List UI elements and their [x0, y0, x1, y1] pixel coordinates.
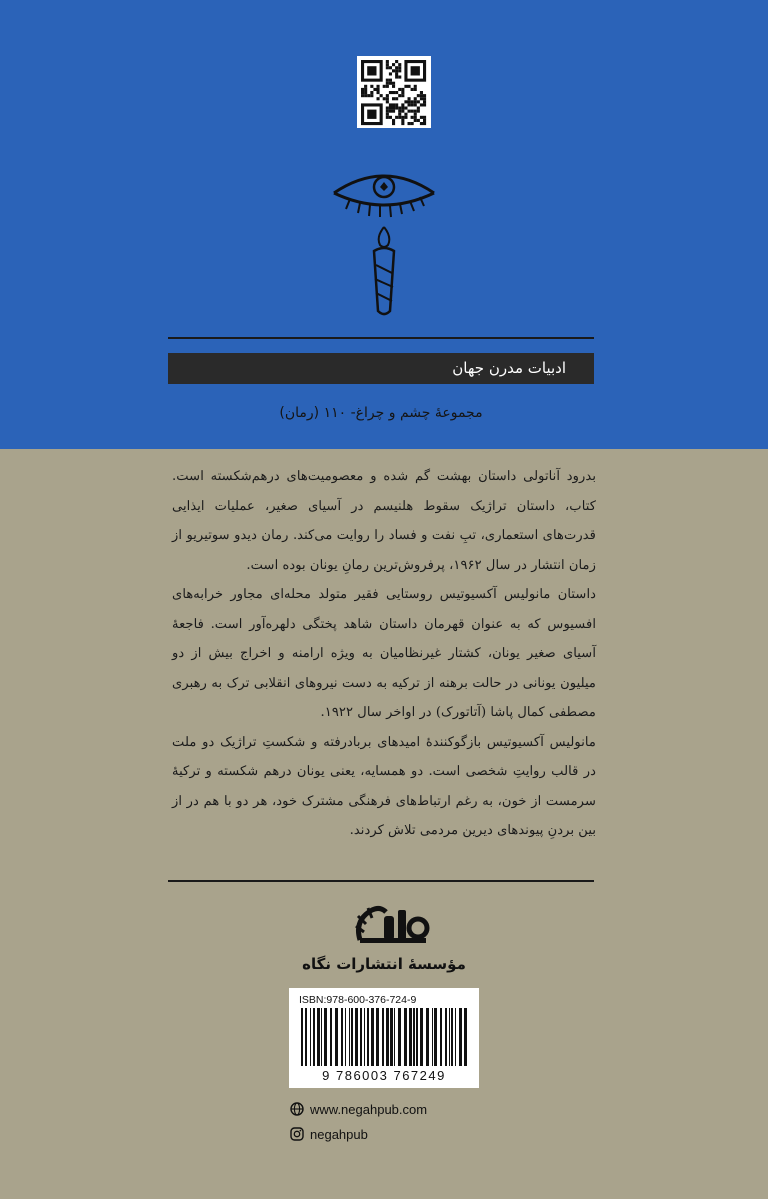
- barcode-bar: [355, 1008, 358, 1066]
- qr-module: [395, 76, 398, 79]
- qr-module: [401, 88, 404, 91]
- qr-module: [411, 100, 414, 103]
- barcode-box: [289, 988, 479, 1088]
- qr-module: [417, 110, 420, 113]
- qr-module: [414, 97, 417, 100]
- collection-label: مجموعهٔ چشم و چراغ- ۱۱۰ (رمان): [279, 405, 483, 421]
- qr-module: [386, 63, 389, 66]
- publisher-logo: [350, 902, 432, 948]
- barcode-bar: [341, 1008, 343, 1066]
- barcode-bar: [459, 1008, 462, 1066]
- qr-module: [389, 91, 392, 94]
- qr-module: [420, 116, 423, 119]
- qr-module: [401, 119, 404, 122]
- qr-module: [404, 107, 407, 110]
- qr-module: [401, 103, 404, 106]
- qr-module: [392, 82, 395, 85]
- barcode-bar: [345, 1008, 346, 1066]
- qr-module: [417, 100, 420, 103]
- qr-module: [423, 103, 426, 106]
- barcode-bar: [321, 1008, 322, 1066]
- qr-module: [386, 66, 389, 69]
- qr-module: [414, 113, 417, 116]
- blurb-text: [172, 462, 596, 846]
- qr-module: [389, 103, 392, 106]
- qr-module: [364, 85, 367, 88]
- qr-module: [423, 116, 426, 119]
- barcode-bar: [445, 1008, 447, 1066]
- qr-module: [398, 76, 401, 79]
- barcode-bar: [432, 1008, 433, 1066]
- qr-module: [398, 94, 401, 97]
- qr-module: [389, 110, 392, 113]
- barcode-bar: [313, 1008, 315, 1066]
- qr-module: [380, 94, 383, 97]
- qr-module: [373, 88, 376, 91]
- qr-module: [420, 97, 423, 100]
- qr-module: [398, 110, 401, 113]
- qr-module: [414, 119, 417, 122]
- qr-module: [414, 100, 417, 103]
- barcode-bar: [349, 1008, 350, 1066]
- qr-code[interactable]: [357, 56, 431, 128]
- barcode-bar: [376, 1008, 379, 1066]
- instagram-link[interactable]: [290, 1124, 368, 1144]
- qr-module: [401, 94, 404, 97]
- qr-module: [386, 97, 389, 100]
- barcode-bar: [413, 1008, 415, 1066]
- barcode-bar: [449, 1008, 450, 1066]
- qr-module: [386, 113, 389, 116]
- barcode-bar: [360, 1008, 362, 1066]
- qr-module: [404, 100, 407, 103]
- qr-module: [386, 107, 389, 110]
- qr-module: [414, 103, 417, 106]
- barcode-bar: [409, 1008, 412, 1066]
- barcode-bar: [440, 1008, 442, 1066]
- qr-module: [392, 122, 395, 125]
- barcode-bar: [451, 1008, 453, 1066]
- publisher-name: مؤسسهٔ انتشارات نگاه: [302, 955, 466, 973]
- instagram-text: negahpub: [310, 1126, 368, 1142]
- barcode-bar: [390, 1008, 393, 1066]
- barcode-bar: [310, 1008, 311, 1066]
- qr-module: [398, 69, 401, 72]
- barcode-number: 9 786003 767249: [322, 1068, 446, 1083]
- top-rule: [168, 337, 594, 339]
- qr-module: [417, 119, 420, 122]
- qr-module: [364, 94, 367, 97]
- qr-module: [414, 110, 417, 113]
- qr-module: [408, 103, 411, 106]
- qr-module: [392, 63, 395, 66]
- qr-module: [398, 88, 401, 91]
- qr-module: [398, 113, 401, 116]
- qr-module: [364, 91, 367, 94]
- qr-module: [395, 116, 398, 119]
- qr-module: [392, 110, 395, 113]
- qr-module: [361, 88, 364, 91]
- bottom-rule: [168, 880, 594, 882]
- qr-module: [420, 91, 423, 94]
- qr-module: [395, 69, 398, 72]
- website-link[interactable]: [290, 1099, 427, 1119]
- qr-module: [401, 110, 404, 113]
- website-text: www.negahpub.com: [310, 1101, 428, 1117]
- barcode-bar: [324, 1008, 327, 1066]
- qr-module: [370, 85, 373, 88]
- qr-module: [395, 91, 398, 94]
- qr-module: [414, 116, 417, 119]
- qr-module: [392, 69, 395, 72]
- qr-module: [392, 91, 395, 94]
- qr-module: [386, 82, 389, 85]
- qr-module: [386, 79, 389, 82]
- barcode-bar: [305, 1008, 307, 1066]
- qr-module: [423, 97, 426, 100]
- qr-module: [386, 94, 389, 97]
- barcode-bar: [416, 1008, 418, 1066]
- qr-module: [398, 116, 401, 119]
- qr-module: [423, 100, 426, 103]
- barcode-bar: [420, 1008, 423, 1066]
- qr-module: [420, 122, 423, 125]
- qr-module: [386, 60, 389, 63]
- barcode-bar: [371, 1008, 374, 1066]
- qr-module: [423, 122, 426, 125]
- barcode-bar: [464, 1008, 467, 1066]
- qr-module: [408, 122, 411, 125]
- qr-module: [401, 107, 404, 110]
- barcode-bar: [455, 1008, 456, 1066]
- qr-module: [370, 91, 373, 94]
- qr-module: [395, 97, 398, 100]
- qr-module: [370, 94, 373, 97]
- qr-module: [383, 97, 386, 100]
- qr-module: [395, 103, 398, 106]
- qr-module: [386, 100, 389, 103]
- qr-module: [411, 103, 414, 106]
- qr-module: [423, 94, 426, 97]
- qr-module: [389, 72, 392, 75]
- qr-module: [417, 94, 420, 97]
- qr-module: [389, 66, 392, 69]
- qr-module: [408, 100, 411, 103]
- barcode-bar: [301, 1008, 303, 1066]
- barcode-bar: [398, 1008, 401, 1066]
- barcode-bar: [386, 1008, 389, 1066]
- qr-module: [392, 97, 395, 100]
- qr-module: [383, 85, 386, 88]
- barcode-bar: [335, 1008, 338, 1066]
- qr-module: [411, 116, 414, 119]
- qr-module: [408, 110, 411, 113]
- qr-module: [411, 110, 414, 113]
- qr-module: [364, 88, 367, 91]
- eye-lamp-emblem: [328, 165, 440, 325]
- qr-module: [401, 122, 404, 125]
- qr-module: [392, 85, 395, 88]
- qr-module: [389, 116, 392, 119]
- qr-module: [377, 91, 380, 94]
- qr-module: [404, 116, 407, 119]
- barcode-bar: [367, 1008, 369, 1066]
- qr-module: [367, 110, 376, 119]
- qr-module: [386, 85, 389, 88]
- qr-module: [377, 97, 380, 100]
- qr-module: [398, 63, 401, 66]
- qr-module: [423, 119, 426, 122]
- qr-module: [395, 66, 398, 69]
- qr-module: [408, 85, 411, 88]
- qr-module: [414, 85, 417, 88]
- qr-module: [401, 91, 404, 94]
- barcode: [299, 1008, 469, 1068]
- qr-module: [361, 91, 364, 94]
- qr-module: [389, 79, 392, 82]
- qr-module: [401, 116, 404, 119]
- qr-module: [367, 94, 370, 97]
- blurb-paragraph: داستان مانولیس آکسیوتیس روستایی فقیر متولد محله‌ای مجاور خرابه‌های افسیوس که به عنوان قهرمان داستان شاهد پختگی دلهره‌آور است. فاجعهٔ آسیای صغیر یونان، کشتار غیرنظامیان به ویژه ارامنه و اخراج بیش از دو میلیون یونانی در حالت برهنه از ترکیه به دست نیروهای انقلابی ترک به رهبری مصطفی کمال پاشا (آتاتورک) در اواخر سال ۱۹۲۲.: [172, 587, 596, 720]
- qr-module: [392, 119, 395, 122]
- qr-module: [386, 116, 389, 119]
- qr-module: [404, 113, 407, 116]
- blurb-paragraph: بدرود آناتولی داستان بهشت گم شده و معصومیت‌های درهم‌شکسته است. کتاب، داستان تراژیک سقوط هلنیسم در آسیای صغیر، عملیات ایذایی قدرت‌های استعماری، تبِ نفت و فساد را روایت می‌کند. رمان دیدو سوتیریو از زمان انتشار در سال ۱۹۶۲، پرفروش‌ترین رمانِ یونان بوده است.: [172, 469, 596, 573]
- qr-module: [417, 107, 420, 110]
- qr-module: [408, 97, 411, 100]
- qr-module: [411, 66, 420, 75]
- barcode-bar: [351, 1008, 353, 1066]
- barcode-bar: [426, 1008, 429, 1066]
- barcode-bar: [434, 1008, 437, 1066]
- instagram-icon: [290, 1127, 304, 1141]
- barcode-bar: [404, 1008, 407, 1066]
- qr-module: [377, 88, 380, 91]
- qr-module: [411, 88, 414, 91]
- qr-module: [398, 66, 401, 69]
- series-title: ادبیات مدرن جهان: [168, 353, 594, 384]
- qr-module: [386, 110, 389, 113]
- qr-module: [395, 72, 398, 75]
- isbn-label: ISBN:978-600-376-724-9: [299, 994, 417, 1006]
- qr-module: [392, 103, 395, 106]
- qr-module: [361, 94, 364, 97]
- barcode-bar: [364, 1008, 365, 1066]
- qr-module: [395, 107, 398, 110]
- qr-module: [398, 107, 401, 110]
- qr-module: [411, 122, 414, 125]
- qr-module: [395, 60, 398, 63]
- qr-module: [392, 107, 395, 110]
- qr-module: [389, 82, 392, 85]
- blurb-paragraph: مانولیس آکسیوتیس بازگوکنندهٔ امیدهای بربادرفته و شکستِ تراژیک دو ملت در قالب روایتِ شخصی است. دو همسایه، یعنی یونان درهم شکسته و ترکیهٔ سرمست از خون، به رغم ارتباط‌های فرهنگی مشترک خود، هر دو با هم در از بین بردنِ پیوندهای دیرین مردمی تلاش کردند.: [172, 734, 596, 838]
- qr-module: [404, 85, 407, 88]
- qr-module: [377, 85, 380, 88]
- barcode-bar: [394, 1008, 395, 1066]
- barcode-bar: [382, 1008, 384, 1066]
- qr-module: [420, 94, 423, 97]
- barcode-bar: [317, 1008, 320, 1066]
- qr-module: [414, 88, 417, 91]
- barcode-bar: [330, 1008, 332, 1066]
- globe-icon: [290, 1102, 304, 1116]
- qr-module: [420, 103, 423, 106]
- qr-module: [389, 107, 392, 110]
- qr-module: [367, 66, 376, 75]
